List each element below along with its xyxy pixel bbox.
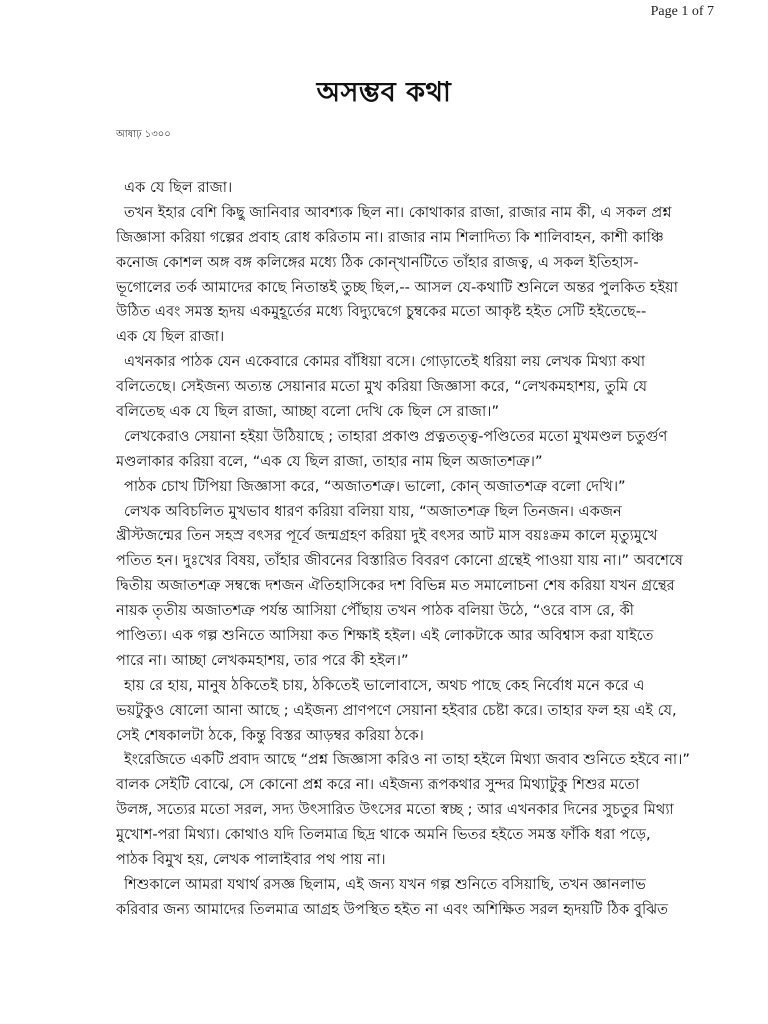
story-body [116, 176, 690, 923]
text-line: এক যে ছিল রাজা। [116, 328, 225, 346]
text-line: লেখক অবিচলিত মুখভাব ধারণ করিয়া বলিয়া যায়, “অজাতশত্রু ছিল তিনজন। একজন [124, 502, 622, 520]
text-line: ভূগোলের তর্ক আমাদের কাছে নিতান্তই তুচ্ছ ছিল,-- আসল যে-কথাটি শুনিলে অন্তর পুলকিত হইয়া [116, 278, 679, 296]
text-line: সেই শেষকালটা ঠকে, কিন্তু বিস্তর আড়ম্বর করিয়া ঠকে। [116, 726, 424, 744]
text-line: পতিত হন। দুঃখের বিষয়, তাঁহার জীবনের বিস্তারিত বিবরণ কোনো গ্রন্থেই পাওয়া যায় না।” অবশেষে [116, 552, 683, 570]
text-line: দ্বিতীয় অজাতশত্রু সম্বন্ধে দশজন ঐতিহাসিকের দশ বিভিন্ন মত সমালোচনা শেষ করিয়া যখন গ্রন্থের [116, 577, 675, 595]
text-line: শিশুকালে আমরা যথার্থ রসজ্ঞ ছিলাম, এই জন্য যখন গল্প শুনিতে বসিয়াছি, তখন জ্ঞানলাভ [124, 875, 646, 893]
text-line: হায় রে হায়, মানুষ ঠকিতেই চায়, ঠকিতেই ভালোবাসে, অথচ পাছে কেহ নির্বোধ মনে করে এ [124, 676, 645, 694]
text-line: খ্রীস্টজন্মের তিন সহস্র বৎসর পূর্বে জন্মগ্রহণ করিয়া দুই বৎসর আট মাস বয়ঃক্রম কালে মৃত্যুমুখে [116, 527, 658, 545]
text-line: বালক সেইটি বোঝে, সে কোনো প্রশ্ন করে না। এইজন্য রূপকথার সুন্দর মিথ্যাটুকু শিশুর মতো [116, 776, 640, 794]
text-line: জিজ্ঞাসা করিয়া গল্পের প্রবাহ রোধ করিতাম না। রাজার নাম শিলাদিত্য কি শালিবাহন, কাশী কাঞ্চি [116, 228, 664, 246]
text-line: উঠিত এবং সমস্ত হৃদয় একমুহূর্তের মধ্যে বিদ্যুদ্বেগে চুম্বকের মতো আকৃষ্ট হইত সেটি হইতেছে-- [116, 303, 647, 321]
text-line: পারে না। আচ্ছা লেখকমহাশয়, তার পরে কী হইল।” [116, 651, 409, 669]
page-number-label: Page 1 of 7 [650, 4, 714, 19]
story-title: অসম্ভব কথা [316, 77, 452, 108]
text-line: এক যে ছিল রাজা। [124, 179, 233, 196]
text-line: কনোজ কোশল অঙ্গ বঙ্গ কলিঙ্গের মধ্যে ঠিক কোন্‌খানটিতে তাঁহার রাজত্ব, এ সকল ইতিহাস- [116, 253, 639, 271]
text-line: করিবার জন্য আমাদের তিলমাত্র আগ্রহ উপস্থিত হইত না এবং অশিক্ষিত সরল হৃদয়টি ঠিক বুঝিত [116, 900, 669, 918]
text-line: এখনকার পাঠক যেন একেবারে কোমর বাঁধিয়া বসে। গোড়াতেই ধরিয়া লয় লেখক মিথ্যা কথা [124, 353, 646, 371]
text-line: মণ্ডলাকার করিয়া বলে, “এক যে ছিল রাজা, তাহার নাম ছিল অজাতশত্রু।” [116, 452, 543, 470]
text-line: তখন ইহার বেশি কিছু জানিবার আবশ্যক ছিল না। কোথাকার রাজা, রাজার নাম কী, এ সকল প্রশ্ন [124, 203, 672, 221]
date-line: আষাঢ় ১৩০০ [116, 129, 171, 140]
text-line: বলিতেছ এক যে ছিল রাজা, আচ্ছা বলো দেখি কে ছিল সে রাজা।” [116, 403, 500, 421]
text-line: উলঙ্গ, সত্যের মতো সরল, সদ্য উৎসারিত উৎসের মতো স্বচ্ছ ; আর এখনকার দিনের সুচতুর মিথ্যা [116, 801, 674, 819]
text-line: পাণ্ডিত্য। এক গল্প শুনিতে আসিয়া কত শিক্ষাই হইল। এই লোকটাকে আর অবিশ্বাস করা যাইতে [116, 627, 654, 645]
text-line: বলিতেছে। সেইজন্য অত্যন্ত সেয়ানার মতো মুখ করিয়া জিজ্ঞাসা করে, “লেখকমহাশয়, তুমি যে [116, 378, 648, 396]
text-line: ভয়টুকুও ষোলো আনা আছে ; এইজন্য প্রাণপণে সেয়ানা হইবার চেষ্টা করে। তাহার ফল হয় এই যে, [116, 701, 677, 719]
text-line: পাঠক চোখ টিপিয়া জিজ্ঞাসা করে, “অজাতশত্রু। ভালো, কোন্‌ অজাতশত্রু বলো দেখি।” [124, 477, 626, 495]
text-line: মুখোশ-পরা মিথ্যা। কোথাও যদি তিলমাত্র ছিদ্র থাকে অমনি ভিতর হইতে সমস্ত ফাঁকি ধরা পড়ে, [116, 826, 651, 844]
text-line: পাঠক বিমুখ হয়, লেখক পালাইবার পথ পায় না। [116, 851, 386, 869]
text-line: ইংরেজিতে একটি প্রবাদ আছে “প্রশ্ন জিজ্ঞাসা করিও না তাহা হইলে মিথ্যা জবাব শুনিতে হইবে না।” [124, 751, 690, 769]
text-line: লেখকেরাও সেয়ানা হইয়া উঠিয়াছে ; তাহারা প্রকাণ্ড প্রত্নতত্ত্ব-পণ্ডিতের মতো মুখমণ্ডল চতুর্গুণ [124, 427, 668, 445]
text-line: নায়ক তৃতীয় অজাতশত্রু পর্যন্ত আসিয়া পৌঁছায় তখন পাঠক বলিয়া উঠে, “ওরে বাস রে, কী [116, 602, 634, 620]
